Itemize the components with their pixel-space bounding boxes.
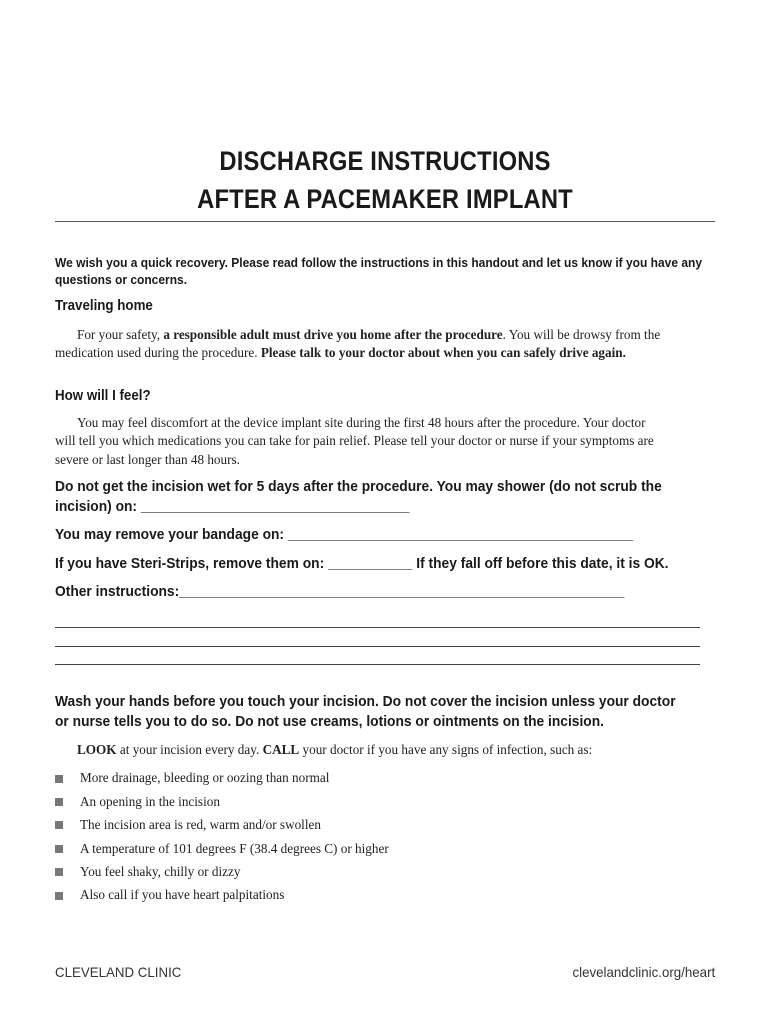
incision-line-2: incision) on: ___________________________________: [55, 498, 410, 515]
traveling-bold-text: a responsible adult must drive you home after the procedure: [163, 327, 503, 342]
traveling-text: . You will be drowsy from the: [502, 327, 661, 342]
call-word: CALL: [262, 742, 300, 757]
square-bullet-icon: [55, 798, 63, 806]
list-item-text: More drainage, bleeding or oozing than normal: [80, 770, 330, 786]
square-bullet-icon: [55, 821, 63, 829]
traveling-heading: Traveling home: [55, 298, 153, 314]
list-item: [55, 861, 389, 884]
feel-line-3: severe or last longer than 48 hours.: [55, 452, 240, 467]
page-title-line-2: AFTER A PACEMAKER IMPLANT: [197, 184, 573, 214]
look-word: LOOK: [77, 742, 117, 757]
look-text: your doctor if you have any signs of infection, such as:: [299, 742, 593, 757]
steri-strips-line: If you have Steri-Strips, remove them on: ___________ If they fall off before this date, it is OK.: [55, 555, 669, 572]
list-item-text: The incision area is red, warm and/or swollen: [80, 817, 321, 833]
feel-heading: How will I feel?: [55, 388, 151, 404]
wash-line-1: Wash your hands before you touch your incision. Do not cover the incision unless your doctor: [55, 693, 676, 710]
look-text: at your incision every day.: [116, 742, 263, 757]
page-title-line-1: DISCHARGE INSTRUCTIONS: [219, 146, 551, 176]
traveling-bold-text: Please talk to your doctor about when you can safely drive again.: [260, 345, 626, 360]
footer-url[interactable]: clevelandclinic.org/heart: [572, 964, 715, 980]
infection-signs-list: [55, 767, 389, 907]
intro-line-1: We wish you a quick recovery. Please read follow the instructions in this handout and let us know if you have any: [55, 256, 703, 270]
intro-line-2: questions or concerns.: [55, 273, 188, 287]
bandage-line: You may remove your bandage on: _____________________________________________: [55, 526, 634, 543]
square-bullet-icon: [55, 775, 63, 783]
traveling-text: For your safety,: [77, 327, 164, 342]
blank-line: [55, 664, 700, 665]
look-call-line: [77, 741, 592, 760]
list-item: [55, 814, 389, 837]
wash-line-2: or nurse tells you to do so. Do not use creams, lotions or ointments on the incision.: [55, 713, 604, 730]
traveling-paragraph-line-2: [55, 344, 626, 363]
square-bullet-icon: [55, 892, 63, 900]
blank-line: [55, 646, 700, 647]
list-item-text: A temperature of 101 degrees F (38.4 degrees C) or higher: [80, 840, 389, 856]
list-item: [55, 884, 389, 907]
square-bullet-icon: [55, 868, 63, 876]
blank-line: [55, 627, 700, 628]
title-divider: [55, 221, 715, 222]
list-item: [55, 837, 389, 860]
list-item-text: An opening in the incision: [80, 793, 220, 809]
list-item: [55, 767, 389, 790]
feel-line-1: You may feel discomfort at the device implant site during the first 48 hours after the procedure. Your doctor: [77, 415, 646, 430]
footer-brand: CLEVELAND CLINIC: [55, 964, 182, 980]
square-bullet-icon: [55, 845, 63, 853]
list-item-text: You feel shaky, chilly or dizzy: [80, 864, 241, 879]
list-item-text: Also call if you have heart palpitations: [80, 887, 285, 903]
traveling-text: medication used during the procedure.: [55, 345, 261, 360]
traveling-paragraph-line-1: [77, 326, 660, 345]
other-instructions-line: Other instructions:__________________________________________________________: [55, 583, 625, 600]
feel-line-2: will tell you which medications you can take for pain relief. Please tell your doctor or nurse if your symptoms are: [55, 433, 654, 448]
incision-line-1: Do not get the incision wet for 5 days after the procedure. You may shower (do not scrub the: [55, 478, 662, 495]
list-item: [55, 790, 389, 813]
